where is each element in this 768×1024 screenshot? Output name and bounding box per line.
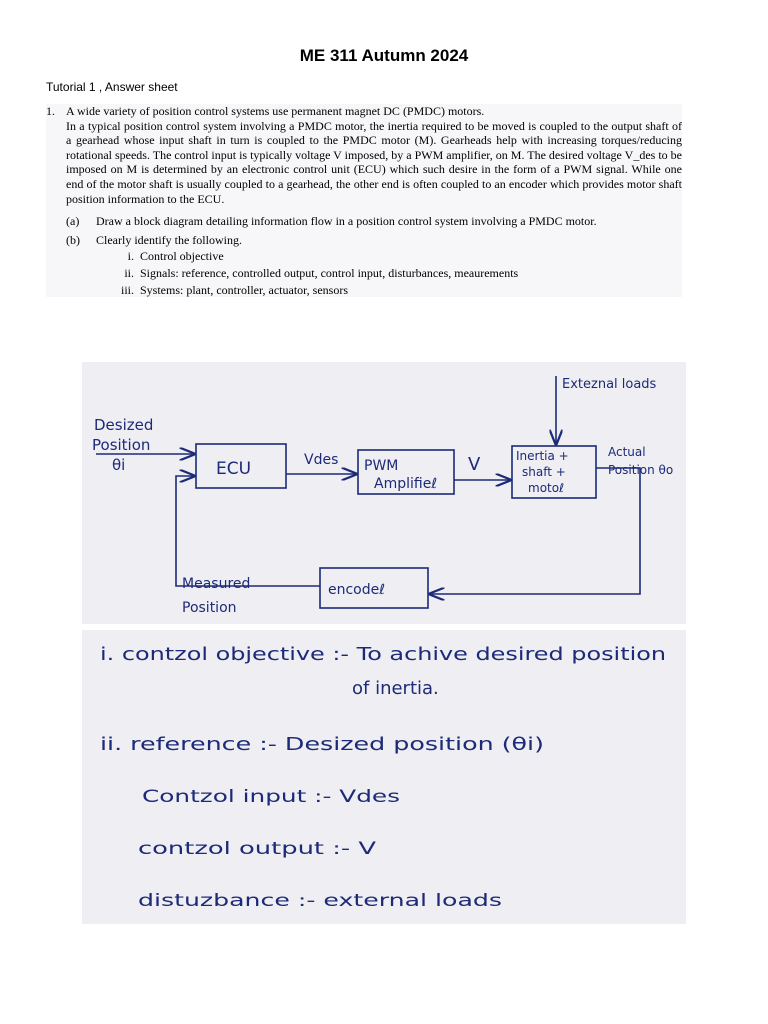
answer-line-3: Contzol input :- Vdes [142,787,401,807]
subpart-iii-label: iii. [120,282,134,297]
part-a-text: Draw a block diagram detailing information flow in a position control system involving a PMDC motor. [96,214,597,229]
answer-line-1a: i. contzol objective :- To achive desired position [100,644,666,665]
plant-label-3: motoℓ [528,481,565,495]
page-subtitle: Tutorial 1 , Answer sheet [46,80,178,94]
external-loads-label: Exteznal loads [562,377,657,392]
answers-text [82,630,686,924]
desired-label-3: θi [112,456,126,474]
vdes-label: Vdes [304,452,339,468]
question-block [46,104,682,297]
encoder-label: encodeℓ [328,582,386,598]
desired-label-2: Position [92,436,151,454]
subpart-i-label: i. [127,249,134,264]
answers-photo [82,630,686,924]
subpart-ii [114,266,682,281]
plant-label-1: Inertia + [516,449,569,463]
block-diagram-photo [82,362,686,624]
desired-label-1: Desized [94,416,154,434]
part-a [66,214,682,229]
part-a-label: (a) [66,214,80,229]
subpart-iii [114,283,682,298]
answer-line-1b: of inertia. [352,678,439,699]
actual-label-2: Position θo [608,463,674,477]
part-b-label: (b) [66,232,80,247]
actual-label-1: Actual [608,445,646,459]
answer-line-5: distuzbance :- external loads [138,891,503,911]
block-diagram [82,362,686,624]
part-b [66,233,682,248]
subpart-i-text: Control objective [140,249,224,264]
question-intro: A wide variety of position control systems use permanent magnet DC (PMDC) motors. [66,104,485,118]
pwm-label-2: Amplifieℓ [374,476,438,492]
v-label: V [468,454,481,475]
measured-label-2: Position [182,600,237,616]
subpart-i [114,249,682,264]
answer-line-4: contzol output :- V [138,839,377,859]
measured-label-1: Measured [182,576,251,592]
subpart-ii-label: ii. [124,265,134,280]
question-body: In a typical position control system involving a PMDC motor, the inertia required to be moved is coupled to the output shaft of a gearhead whose input shaft in turn is coupled to the PMDC motor (M). Gearheads help with increasing torques/reducing rotational speeds. The control input is typically voltage V imposed, by a PWM amplifier, on M. The desired voltage V_des to be imposed on M is determined by an electronic control unit (ECU) which such desire in the form of a PWM signal. While one end of the motor shaft is usually coupled to a gearhead, the other end is often coupled to an encoder which provides motor shaft position information to the ECU. [66,118,682,206]
question-number: 1. [46,104,55,118]
ecu-label: ECU [216,459,252,479]
part-b-text: Clearly identify the following. [96,232,242,247]
subpart-iii-text: Systems: plant, controller, actuator, sensors [140,282,348,297]
plant-label-2: shaft + [522,465,566,479]
pwm-label-1: PWM [364,458,399,474]
subpart-ii-text: Signals: reference, controlled output, control input, disturbances, meaurements [140,265,519,280]
measured-feedback-line [176,476,320,586]
page-title: ME 311 Autumn 2024 [299,46,469,65]
answer-line-2: ii. reference :- Desized position (θi) [100,734,544,755]
